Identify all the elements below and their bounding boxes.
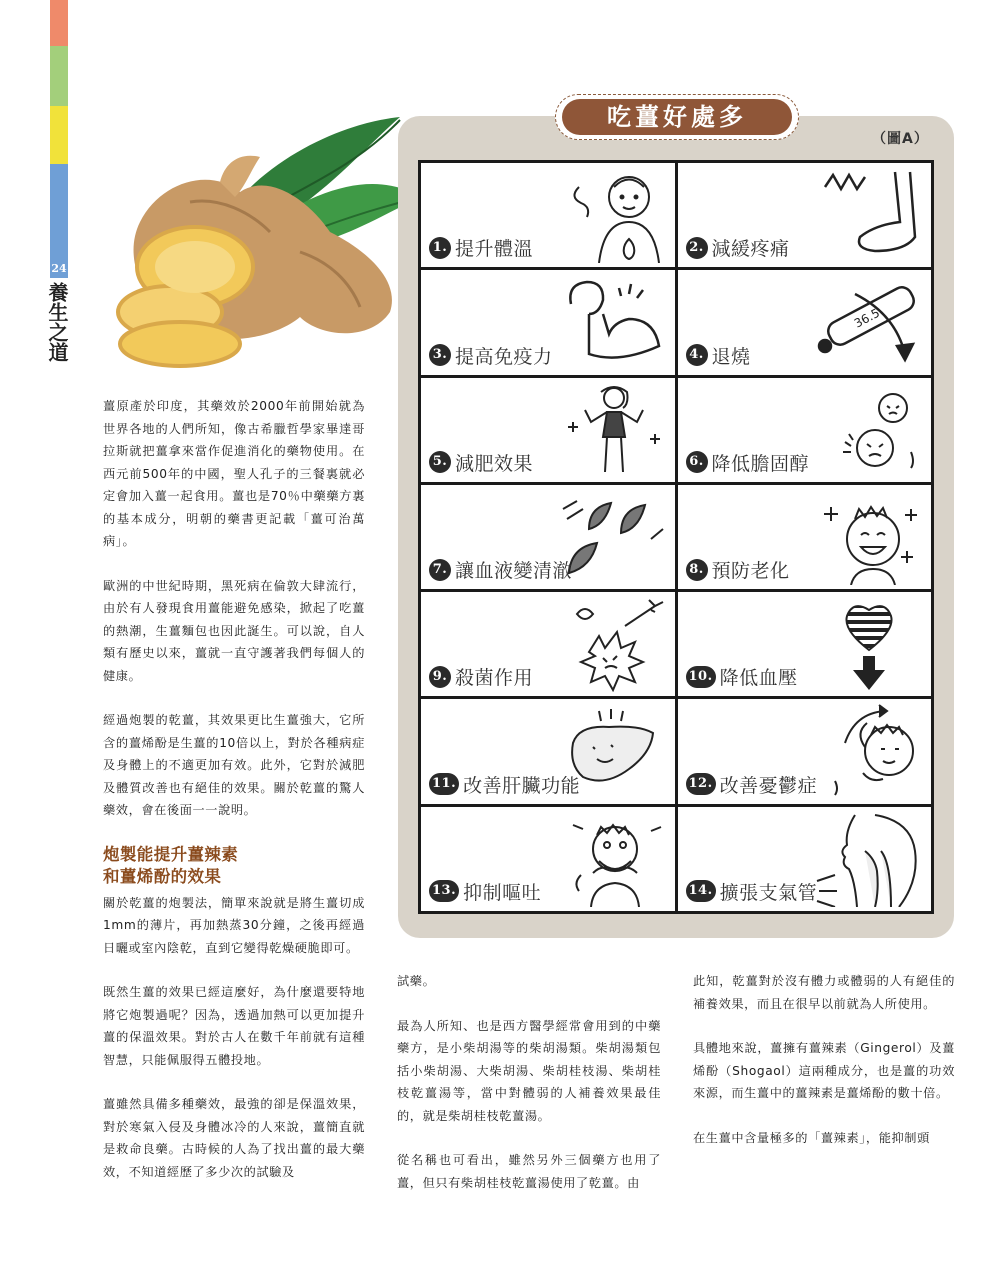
benefit-cell (421, 699, 675, 803)
subheading (103, 844, 365, 888)
text-column-2 (397, 970, 661, 1216)
benefit-text: 改善肝臟功能 (463, 774, 581, 797)
benefit-label (686, 771, 818, 798)
benefit-number: 7. (429, 559, 451, 581)
figure-label: （圖A） (872, 131, 929, 147)
benefit-text: 擴張支氣管 (719, 881, 818, 904)
benefit-text: 殺菌作用 (455, 667, 534, 690)
benefit-number: 12. (686, 773, 716, 795)
benefit-text: 減肥效果 (455, 452, 534, 475)
paragraph: 具體地來說，薑擁有薑辣素（Gingerol）及薑烯酚（Shogaol）這兩種成分，也是薑的功效來源，而生薑中的薑辣素是薑烯酚的數十倍。 (693, 1041, 955, 1100)
thermometer-icon (805, 274, 925, 370)
paragraph: 關於乾薑的炮製法，簡單來說就是將生薑切成1mm的薄片，再加熱蒸30分鐘，之後再經過日曬或室內陰乾，直到它變得乾燥硬脆即可。 (103, 895, 365, 955)
benefit-label (429, 234, 533, 261)
benefit-number: 5. (429, 451, 451, 473)
color-tab-orange (50, 0, 68, 46)
benefit-number: 3. (429, 344, 451, 366)
paragraph: 薑雖然具備多種藥效，最強的卻是保溫效果，對於寒氣入侵及身體冰冷的人來說，薑簡直就是救命良藥。古時候的人為了找出薑的最大藥效，不知道經歷了多少次的試驗及 (103, 1097, 365, 1179)
benefit-cell (421, 378, 675, 482)
mood-head-icon (815, 703, 925, 799)
text-column-1 (103, 395, 365, 1205)
paragraph: 歐洲的中世紀時期，黑死病在倫敦大肆流行，由於有人發現食用薑能避免感染，掀起了吃薑的熱潮，生薑麵包也因此誕生。可以說，自人類有歷史以來，薑就一直守護著我們每個人的健康。 (103, 578, 365, 683)
benefit-text: 提升體溫 (455, 238, 534, 261)
paragraph: 此知，乾薑對於沒有體力或體弱的人有絕佳的補養效果，而且在很早以前就為人所使用。 (693, 974, 955, 1011)
heart-down-icon (815, 596, 925, 692)
benefit-text: 降低血壓 (719, 667, 798, 690)
benefits-grid (418, 160, 934, 914)
thermometer-reading: 36.5 (851, 306, 882, 331)
paragraph: 既然生薑的效果已經這麼好，為什麼還要特地將它炮製過呢？因為，透過加熱可以更加提升薑的保溫效果。對於古人在數千年前就有這種智慧，只能佩服得五體投地。 (103, 985, 365, 1067)
benefit-text: 改善憂鬱症 (719, 774, 818, 797)
benefit-label (429, 342, 553, 369)
subheading-line-1: 炮製能提升薑辣素 (103, 844, 239, 864)
strong-arm-icon (559, 274, 669, 370)
paragraph: 薑原產於印度，其藥效於2000年前開始就為世界各地的人們所知，像古希臘哲學家畢達哥拉斯就把薑拿來當作促進消化的藥物使用。在西元前500年的中國，聖人孔子的三餐裏就必定會加入薑一起食用。薑也是70％中藥藥方裏的基本成分，明朝的藥書更記載「薑可治萬病」。 (103, 399, 365, 548)
slim-woman-icon (559, 382, 669, 478)
subheading-line-2: 和薑烯酚的效果 (103, 866, 222, 886)
benefit-cell (421, 807, 675, 911)
benefit-label (686, 342, 751, 369)
benefit-text: 預防老化 (711, 560, 790, 583)
benefit-number: 13. (429, 880, 459, 902)
benefit-text: 提高免疫力 (455, 345, 553, 368)
figure-title: 吃薑好處多 (562, 99, 792, 135)
paragraph: 經過炮製的乾薑，其效果更比生薑強大，它所含的薑烯酚是生薑的10倍以上，對於各種病症及身體上的不適更加有效。此外，它對於減肥及體質改善也有絕佳的效果。關於乾薑的驚人藥效，會在後面一一說明。 (103, 713, 365, 817)
benefit-cell (678, 270, 932, 374)
section-title: 養生之道 (45, 282, 69, 362)
benefit-cell (678, 699, 932, 803)
benefit-number: 8. (686, 559, 708, 581)
paragraph: 試藥。 (397, 974, 436, 988)
benefit-label (686, 878, 818, 905)
benefit-number: 9. (429, 666, 451, 688)
benefit-label (686, 234, 790, 261)
benefit-cell (678, 378, 932, 482)
benefit-cell (421, 592, 675, 696)
page-number: 24 (50, 260, 68, 278)
figure-title-badge (555, 94, 799, 140)
benefit-label (429, 663, 533, 690)
benefit-number: 6. (686, 451, 708, 473)
benefit-number: 2. (686, 237, 708, 259)
benefit-text: 讓血液變清澈 (455, 560, 573, 583)
paragraph: 在生薑中含量極多的「薑辣素」，能抑制頭 (693, 1130, 930, 1145)
germ-icon (559, 596, 669, 692)
benefit-cell (678, 807, 932, 911)
benefit-cell (421, 163, 675, 267)
nausea-icon (559, 811, 669, 907)
benefit-number: 1. (429, 237, 451, 259)
benefit-label (686, 556, 790, 583)
benefit-label (686, 663, 798, 690)
color-tab-blue (50, 164, 68, 260)
text-column-3 (693, 970, 955, 1171)
happy-elder-icon (815, 489, 925, 585)
benefit-text: 退燒 (711, 345, 751, 368)
benefit-label (429, 878, 541, 905)
benefit-cell (421, 270, 675, 374)
color-tab-green (50, 46, 68, 106)
benefit-cell (678, 592, 932, 696)
benefit-cell (678, 163, 932, 267)
paragraph: 從名稱也可看出，雖然另外三個藥方也用了薑，但只有柴胡桂枝乾薑湯使用了乾薑。由 (397, 1153, 661, 1190)
benefit-text: 減緩疼痛 (711, 238, 790, 261)
benefit-text: 降低膽固醇 (711, 452, 810, 475)
benefit-label (686, 449, 810, 476)
benefit-number: 4. (686, 344, 708, 366)
benefit-label (429, 771, 580, 798)
blood-cells-icon (559, 489, 669, 585)
benefit-number: 10. (686, 666, 716, 688)
paragraph: 最為人所知、也是西方醫學經常會用到的中藥藥方，是小柴胡湯等的柴胡湯類。柴胡湯類包括小柴胡湯、大柴胡湯、柴胡桂枝湯、柴胡桂枝乾薑湯等，當中對體弱的人補養效果最佳的，就是柴胡桂枝乾薑湯。 (397, 1018, 661, 1123)
benefit-number: 11. (429, 773, 459, 795)
warm-body-icon (559, 167, 669, 263)
benefit-label (429, 556, 572, 583)
benefit-cell (421, 485, 675, 589)
benefit-text: 抑制嘔吐 (463, 881, 542, 904)
ginger-illustration (100, 112, 430, 374)
color-tab-yellow (50, 106, 68, 164)
airway-icon (815, 811, 925, 907)
benefit-number: 14. (686, 880, 716, 902)
cholesterol-icon (815, 382, 925, 478)
benefit-cell (678, 485, 932, 589)
benefit-label (429, 449, 533, 476)
foot-pain-icon (815, 167, 925, 263)
